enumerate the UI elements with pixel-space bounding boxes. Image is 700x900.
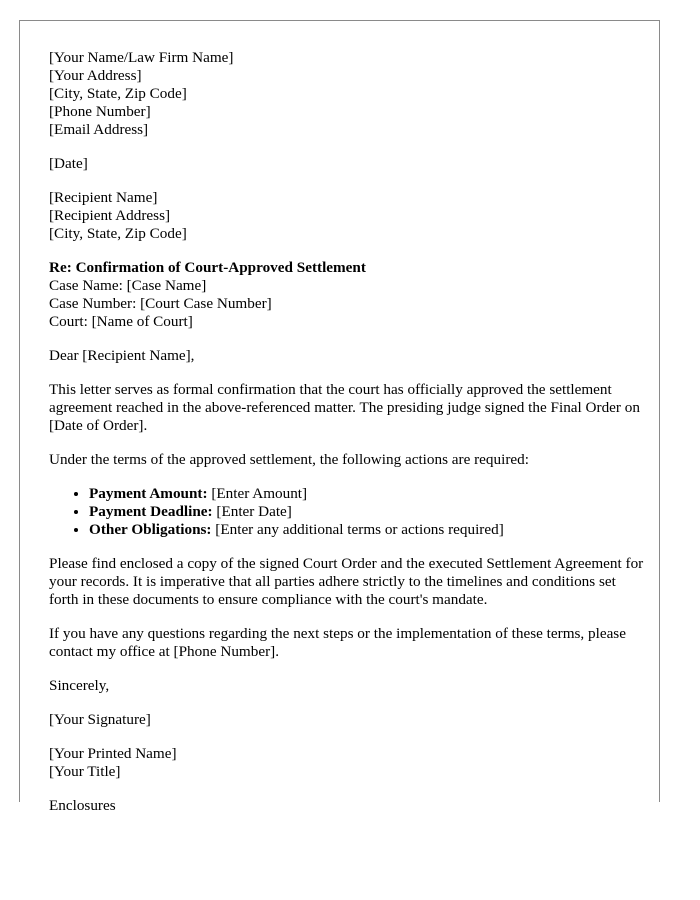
requirement-value: [Enter Date] <box>212 503 292 520</box>
requirement-value: [Enter Amount] <box>207 485 308 502</box>
recipient-address: [Recipient Address] <box>49 207 171 224</box>
recipient-city-state-zip: [City, State, Zip Code] <box>49 225 187 242</box>
sender-phone: [Phone Number] <box>49 103 151 120</box>
letter-page <box>19 20 660 814</box>
requirement-label: Payment Deadline: <box>89 503 213 520</box>
printed-name: [Your Printed Name] <box>49 745 177 762</box>
sign-off: Sincerely, <box>49 677 110 694</box>
requirement-value: [Enter any additional terms or actions required] <box>211 521 504 538</box>
sender-block <box>49 49 649 139</box>
court-name: Court: [Name of Court] <box>49 313 193 330</box>
signer-title: [Your Title] <box>49 763 121 780</box>
list-item <box>89 503 649 521</box>
case-number: Case Number: [Court Case Number] <box>49 295 272 312</box>
sender-name: [Your Name/Law Firm Name] <box>49 49 234 66</box>
salutation: Dear [Recipient Name], <box>49 347 195 364</box>
contact-paragraph: If you have any questions regarding the next steps or the implementation of these terms, please contact my office at [Phone Number]. <box>49 625 626 660</box>
list-item <box>89 521 649 539</box>
subject-line: Re: Confirmation of Court-Approved Settlement <box>49 259 366 276</box>
case-name: Case Name: [Case Name] <box>49 277 207 294</box>
signer-block <box>49 745 649 781</box>
date-block <box>49 155 649 173</box>
sender-email: [Email Address] <box>49 121 149 138</box>
sender-city-state-zip: [City, State, Zip Code] <box>49 85 187 102</box>
intro-paragraph: This letter serves as formal confirmation that the court has officially approved the settlement agreement reached in the above-referenced matter. The presiding judge signed the Final Order on [Date of Order]. <box>49 381 640 434</box>
requirements-list <box>49 485 649 539</box>
recipient-name: [Recipient Name] <box>49 189 158 206</box>
signature-placeholder: [Your Signature] <box>49 711 151 728</box>
enclosures-label: Enclosures <box>49 797 116 814</box>
list-item <box>89 485 649 503</box>
sender-address: [Your Address] <box>49 67 142 84</box>
letter-date: [Date] <box>49 155 88 172</box>
letter-content <box>49 49 649 831</box>
enclosure-paragraph: Please find enclosed a copy of the signed Court Order and the executed Settlement Agreement for your records. It is imperative that all parties adhere strictly to the timelines and conditions set forth in these documents to ensure compliance with the court's mandate. <box>49 555 644 608</box>
requirement-label: Other Obligations: <box>89 521 212 538</box>
requirement-label: Payment Amount: <box>89 485 208 502</box>
terms-intro-paragraph: Under the terms of the approved settlement, the following actions are required: <box>49 451 529 468</box>
recipient-block <box>49 189 649 243</box>
subject-block <box>49 259 649 331</box>
